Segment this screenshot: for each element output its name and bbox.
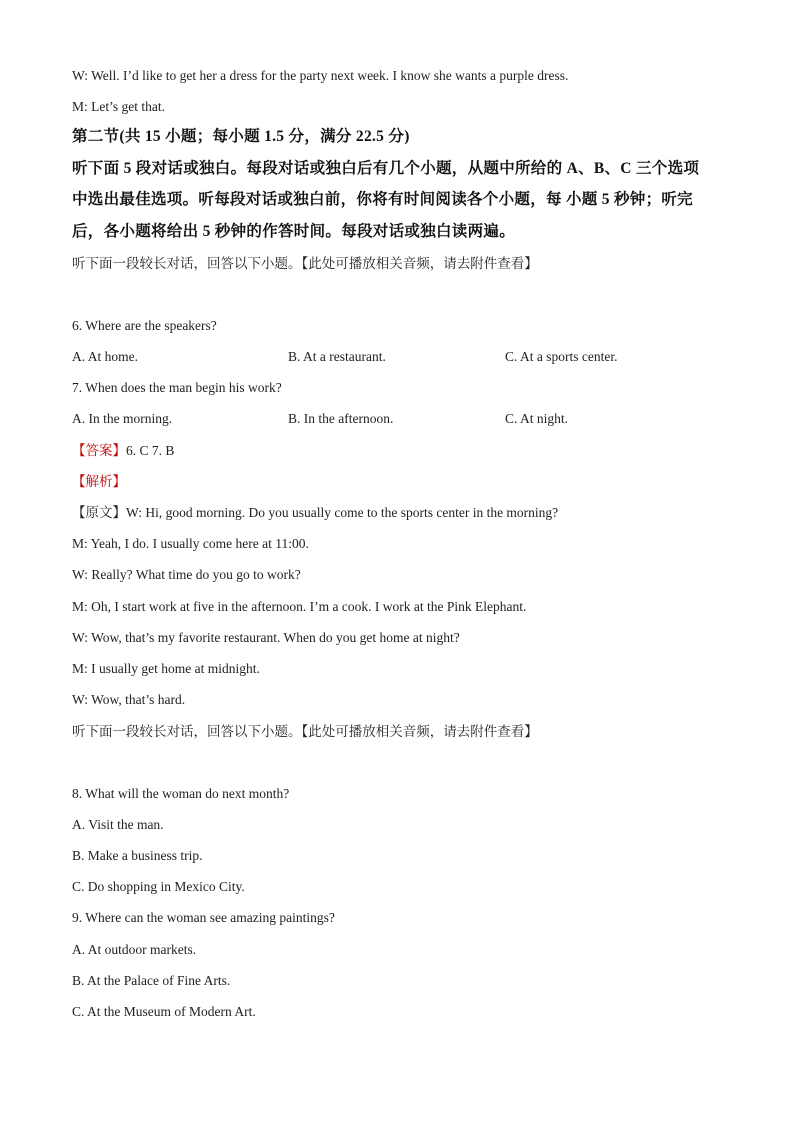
option-c: C. At night. <box>505 411 569 426</box>
option-c: C. At the Museum of Modern Art. <box>72 1004 256 1019</box>
transcript-line: W: Really? What time do you go to work? <box>72 567 301 582</box>
dialogue-line: W: Well. I’d like to get her a dress for the party next week. I know she wants a purple dress. <box>72 68 569 83</box>
analysis-tag: 【解析】 <box>72 474 126 489</box>
answer-tag: 【答案】 <box>72 443 126 458</box>
option-a: A. Visit the man. <box>72 817 164 832</box>
original-text-tag: 【原文】 <box>72 505 126 520</box>
listen-prompt: 听下面一段较长对话，回答以下小题。【此处可播放相关音频，请去附件查看】 <box>72 256 538 271</box>
option-a: A. At outdoor markets. <box>72 942 197 957</box>
answer-line <box>72 442 174 460</box>
question: 7. When does the man begin his work? <box>72 380 282 395</box>
transcript-line <box>72 504 558 522</box>
question: 6. Where are the speakers? <box>72 318 217 333</box>
transcript-text: W: Hi, good morning. Do you usually come to the sports center in the morning? <box>126 505 559 520</box>
question: 8. What will the woman do next month? <box>72 786 290 801</box>
option-b: B. At a restaurant. <box>288 349 386 364</box>
option-c: C. Do shopping in Mexico City. <box>72 879 245 894</box>
option-b: B. At the Palace of Fine Arts. <box>72 973 231 988</box>
instructions-line: 听下面 5 段对话或独白。每段对话或独白后有几个小题，从题中所给的 A、B、C 三个选项 <box>72 160 700 177</box>
transcript-line: M: I usually get home at midnight. <box>72 661 260 676</box>
transcript-line: W: Wow, that’s hard. <box>72 692 186 707</box>
option-b: B. In the afternoon. <box>288 411 394 426</box>
option-b: B. Make a business trip. <box>72 848 203 863</box>
option-c: C. At a sports center. <box>505 349 618 364</box>
listen-prompt: 听下面一段较长对话，回答以下小题。【此处可播放相关音频，请去附件查看】 <box>72 724 538 739</box>
transcript-line: M: Yeah, I do. I usually come here at 11:00. <box>72 536 309 551</box>
instructions-line: 后，各小题将给出 5 秒钟的作答时间。每段对话或独白读两遍。 <box>72 223 516 240</box>
transcript-line: W: Wow, that’s my favorite restaurant. When do you get home at night? <box>72 630 460 645</box>
answer-text: 6. C 7. B <box>126 443 175 458</box>
transcript-line: M: Oh, I start work at five in the afternoon. I’m a cook. I work at the Pink Elephant. <box>72 599 527 614</box>
dialogue-line: M: Let’s get that. <box>72 99 165 114</box>
section-title: 第二节(共 15 小题；每小题 1.5 分，满分 22.5 分) <box>72 128 410 145</box>
instructions-line: 中选出最佳选项。听每段对话或独白前，你将有时间阅读各个小题，每 小题 5 秒钟；听完 <box>72 191 693 208</box>
question: 9. Where can the woman see amazing paintings? <box>72 910 335 925</box>
option-a: A. In the morning. <box>72 411 173 426</box>
option-a: A. At home. <box>72 349 138 364</box>
